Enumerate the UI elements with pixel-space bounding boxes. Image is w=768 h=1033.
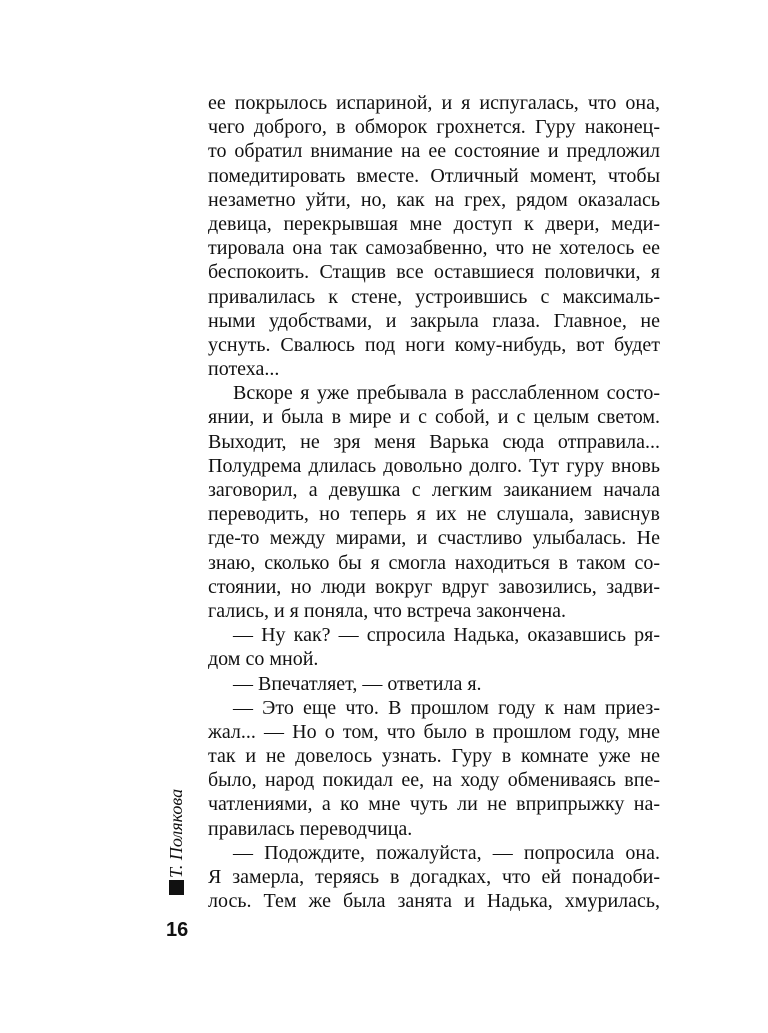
- text-line: ными удобствами, и закрыла глаза. Главное, не: [208, 309, 660, 332]
- text-line: Я замерла, теряясь в догадках, что ей понадоби-: [208, 866, 660, 888]
- text-line: лось. Тем же была занята и Надька, хмурилась,: [208, 890, 660, 913]
- text-line: знаю, сколько бы я смогла находиться в таком со-: [208, 551, 660, 574]
- text-line: помедитировать вместе. Отличный момент, чтобы: [208, 164, 660, 187]
- text-line: — Ну как? — спросила Надька, оказавшись ря-: [233, 624, 660, 647]
- text-line: незаметно уйти, но, как на грех, рядом оказалась: [208, 188, 660, 211]
- text-line: правилась переводчица.: [208, 817, 413, 840]
- text-line: девица, перекрывшая мне доступ к двери, меди-: [208, 212, 660, 235]
- text-line: ее покрылось испариной, и я испугалась, что она,: [208, 92, 660, 114]
- text-line: дом со мной.: [208, 648, 319, 671]
- text-line: где-то между мирами, и счастливо улыбалась. Не: [208, 527, 660, 550]
- text-line: беспокоить. Стащив все оставшиеся половички, я: [208, 261, 660, 284]
- text-line: то обратил внимание на ее состояние и предложил: [208, 140, 660, 163]
- text-line: переводить, но теперь я их не слушала, зависнув: [208, 503, 660, 526]
- page-number: 16: [166, 919, 189, 941]
- text-line: — Впечатляет, — ответила я.: [233, 672, 482, 695]
- text-line: — Подождите, пожалуйста, — попросила она.: [233, 841, 660, 864]
- text-line: уснуть. Свалюсь под ноги кому-нибудь, вот будет: [208, 333, 660, 356]
- text-line: привалилась к стене, устроившись с максималь-: [208, 285, 660, 308]
- running-head: [166, 768, 188, 878]
- text-line: жал... — Но о том, что было в прошлом году, мне: [208, 720, 660, 743]
- text-line: Вскоре я уже пребывала в расслабленном состо-: [233, 382, 660, 405]
- text-line: так и не довелось узнать. Гуру в комнате уже не: [208, 745, 660, 768]
- page-marker-square: [169, 880, 184, 895]
- text-line: потеха...: [208, 358, 280, 381]
- running-head-author: Т. Полякова: [166, 788, 186, 878]
- text-line: Выходит, не зря меня Варька сюда отправила...: [208, 430, 660, 453]
- body-text: [208, 91, 660, 913]
- text-line: янии, и была в мире и с собой, и с целым светом.: [208, 406, 660, 429]
- text-line: заговорил, а девушка с легким заиканием начала: [208, 479, 660, 501]
- text-line: гались, и я поняла, что встреча закончена.: [208, 599, 567, 622]
- text-line: Полудрема длилась довольно долго. Тут гуру вновь: [208, 454, 660, 477]
- text-line: тировала она так самозабвенно, что не хотелось ее: [208, 237, 660, 260]
- text-line: чего доброго, в обморок грохнется. Гуру наконец-: [208, 116, 660, 139]
- text-line: стоянии, но люди вокруг вдруг завозились, задви-: [208, 575, 660, 598]
- text-line: — Это еще что. В прошлом году к нам приез-: [233, 696, 660, 719]
- text-line: чатлениями, а ко мне чуть ли не вприпрыжку на-: [208, 793, 660, 816]
- text-line: было, народ покидал ее, на ходу обмениваясь впе-: [208, 769, 660, 792]
